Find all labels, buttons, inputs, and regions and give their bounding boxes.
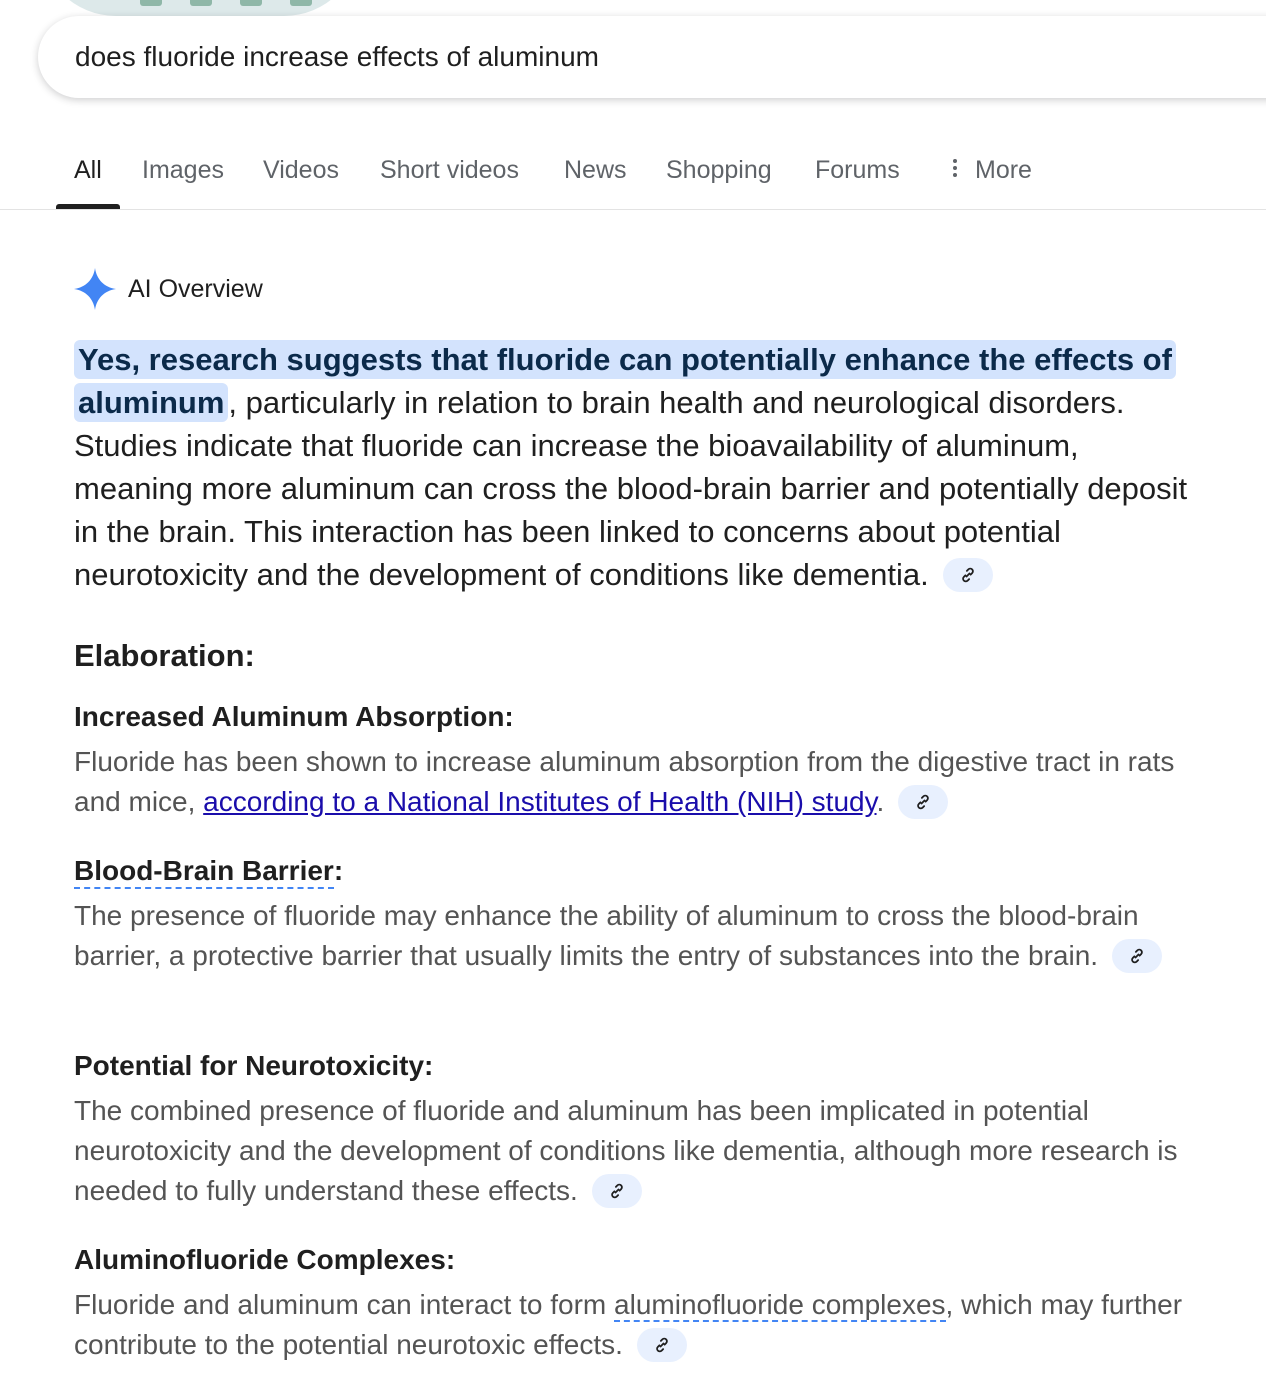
- elaboration-item: [74, 1049, 1204, 1211]
- tab-forums[interactable]: Forums: [815, 156, 900, 184]
- ai-overview-summary: [74, 338, 1204, 596]
- item-text: [74, 1091, 1204, 1211]
- link-icon: [608, 1182, 626, 1200]
- highlighted-answer: Yes, research suggests that fluoride can potentially enhance the effects of aluminum: [74, 340, 1176, 422]
- tab-more[interactable]: [953, 130, 1032, 209]
- ai-overview-label: AI Overview: [128, 274, 263, 303]
- active-tab-indicator: [56, 204, 120, 209]
- item-text-part: The combined presence of fluoride and aluminum has been implicated in potential neurotoxicity and the development of conditions like dementia, although more research is needed to fully understand these effects.: [74, 1095, 1178, 1206]
- item-title: Aluminofluoride Complexes:: [74, 1244, 456, 1275]
- elaboration-heading: Elaboration:: [74, 638, 255, 673]
- item-text: [74, 1285, 1204, 1365]
- more-vert-icon: [953, 156, 957, 180]
- summary-text: , particularly in relation to brain health and neurological disorders. Studies indicate that fluoride can increase the bioavailability of aluminum, meaning more aluminum can cross the blood-brain barrier and potentially deposit in the brain. This interaction has been linked to concerns about potential neurotoxicity and the development of conditions like dementia.: [74, 385, 1188, 592]
- blood-brain-barrier-term[interactable]: Blood-Brain Barrier: [74, 855, 334, 889]
- tab-short-videos[interactable]: Short videos: [380, 156, 519, 184]
- item-text-part: Fluoride has been shown to increase aluminum absorption from the digestive tract in rats and mice,: [74, 746, 1175, 817]
- link-icon: [653, 1336, 671, 1354]
- link-icon: [914, 793, 932, 811]
- tab-images[interactable]: Images: [142, 156, 224, 184]
- source-link-chip[interactable]: [898, 785, 948, 819]
- item-title: [74, 854, 1204, 888]
- tab-videos[interactable]: Videos: [263, 156, 339, 184]
- source-link-chip[interactable]: [943, 558, 993, 592]
- search-tabs: [0, 130, 1266, 210]
- search-box[interactable]: [38, 16, 1266, 98]
- tab-more-label: More: [975, 156, 1032, 184]
- source-link-chip[interactable]: [1112, 939, 1162, 973]
- item-title: Potential for Neurotoxicity:: [74, 1050, 434, 1081]
- nih-study-link[interactable]: according to a National Institutes of Health (NIH) study: [203, 786, 877, 817]
- sparkle-icon: [74, 268, 116, 310]
- item-title: Increased Aluminum Absorption:: [74, 701, 514, 732]
- ai-overview-header: [74, 268, 263, 310]
- item-text: [74, 896, 1204, 976]
- item-title-suffix: :: [333, 855, 344, 886]
- item-text-part: The presence of fluoride may enhance the ability of aluminum to cross the blood-brain barrier, a protective barrier that usually limits the entry of substances into the brain.: [74, 900, 1139, 971]
- link-icon: [1128, 947, 1146, 965]
- item-text-part: .: [876, 786, 885, 817]
- tab-shopping[interactable]: Shopping: [666, 156, 772, 184]
- item-text-part: , which may further contribute to the potential neurotoxic effects.: [74, 1289, 1183, 1360]
- doodle-decoration: [40, 0, 360, 16]
- elaboration-item: [74, 1243, 1204, 1365]
- aluminofluoride-complexes-term[interactable]: aluminofluoride complexes: [614, 1289, 946, 1320]
- item-text-part: Fluoride and aluminum can interact to form: [74, 1289, 615, 1320]
- elaboration-item: [74, 700, 1204, 822]
- tab-all[interactable]: All: [74, 156, 102, 184]
- source-link-chip[interactable]: [592, 1174, 642, 1208]
- elaboration-item: [74, 854, 1204, 976]
- link-icon: [959, 566, 977, 584]
- source-link-chip[interactable]: [637, 1328, 687, 1362]
- tab-news[interactable]: News: [564, 156, 627, 184]
- item-text: [74, 742, 1204, 822]
- search-input[interactable]: [75, 41, 1175, 73]
